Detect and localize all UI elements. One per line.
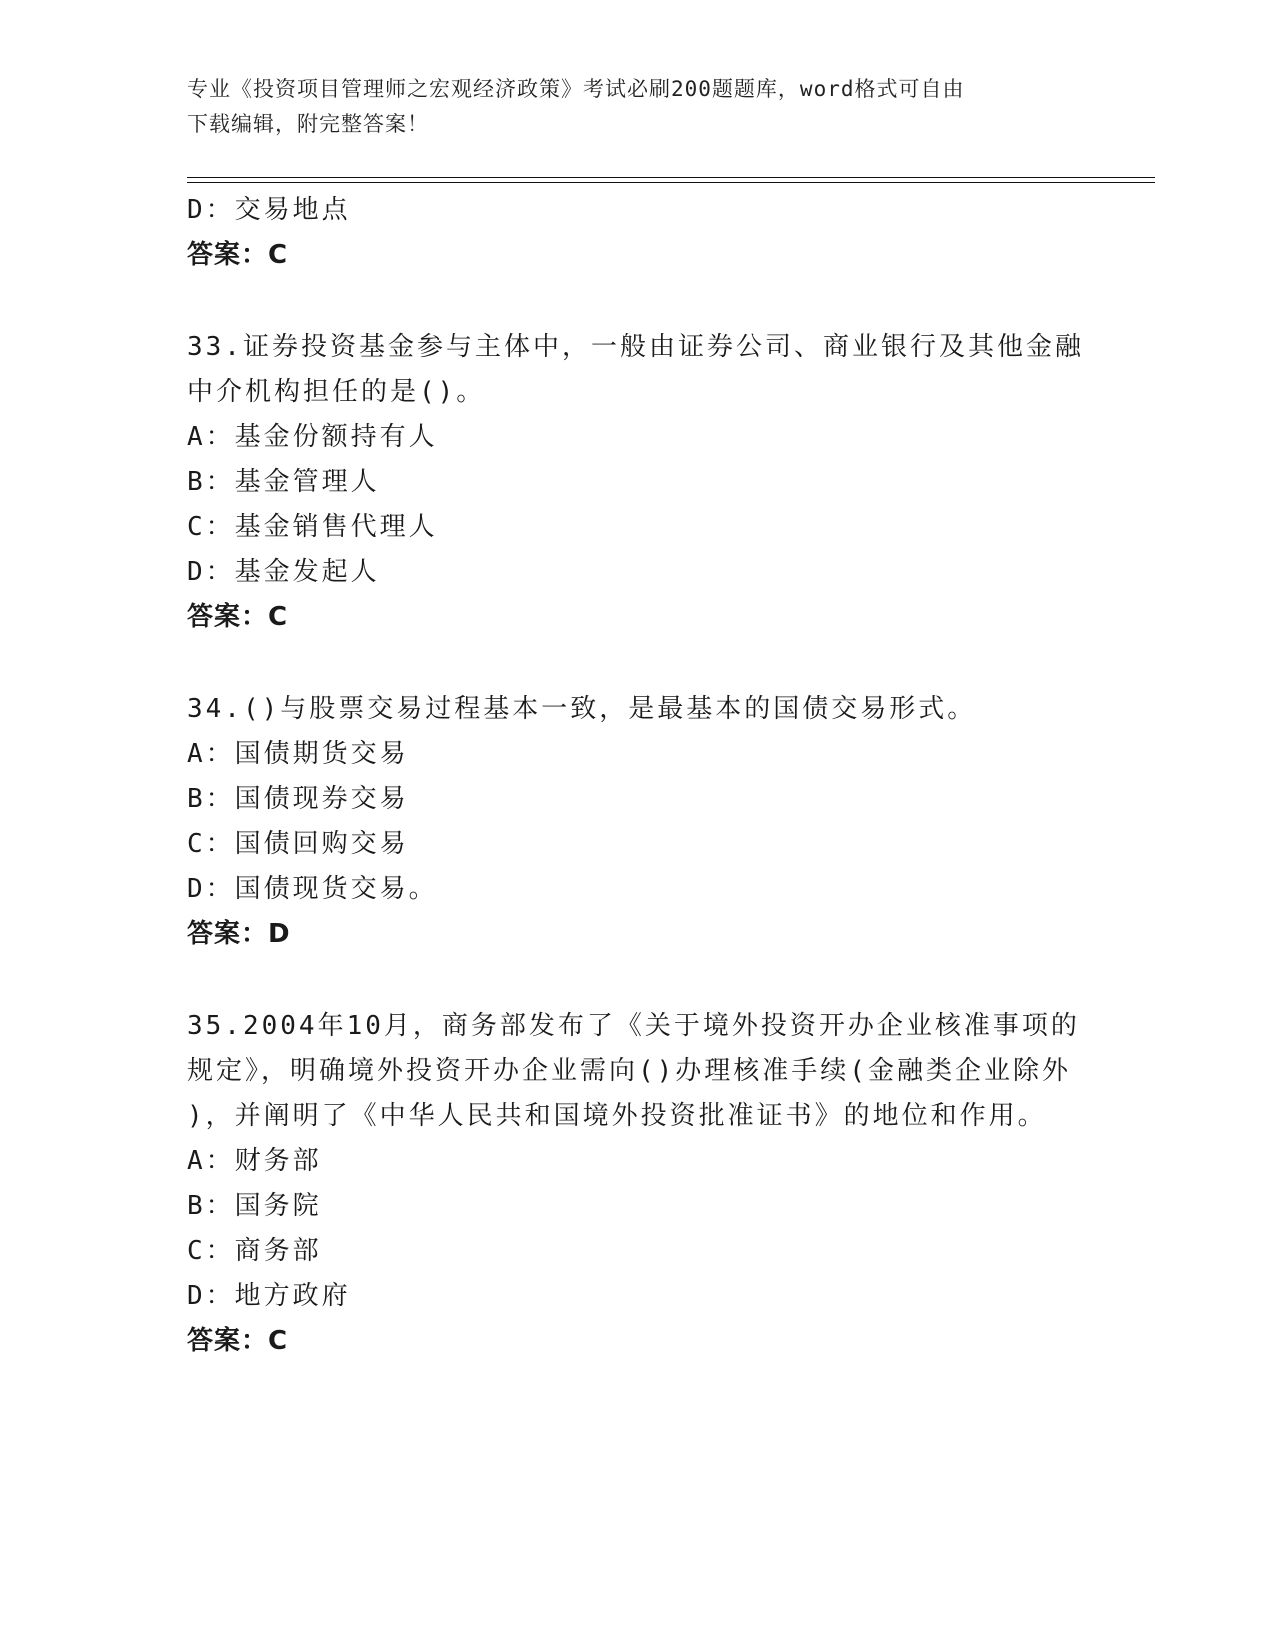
- option-b: B：国务院: [187, 1191, 322, 1221]
- question-stem-line: 34.()与股票交易过程基本一致，是最基本的国债交易形式。: [187, 694, 977, 724]
- header-line-1: 专业《投资项目管理师之宏观经济政策》考试必刷200题题库，word格式可自由: [187, 77, 965, 101]
- answer: 答案：C: [187, 1326, 289, 1356]
- prev-option-d: D：交易地点: [187, 195, 351, 225]
- answer: 答案：C: [187, 602, 289, 632]
- question-stem-line: )，并阐明了《中华人民共和国境外投资批准证书》的地位和作用。: [187, 1101, 1047, 1131]
- option-b: B：基金管理人: [187, 467, 380, 497]
- header-rule-bottom: [187, 182, 1155, 183]
- header-line-2: 下载编辑，附完整答案！: [187, 112, 429, 136]
- option-a: A：国债期货交易: [187, 739, 409, 769]
- option-a: A：基金份额持有人: [187, 422, 438, 452]
- option-c: C：国债回购交易: [187, 829, 409, 859]
- document-body: [187, 188, 1087, 1364]
- question-35: [187, 1004, 1087, 1364]
- question-stem-line: 33.证券投资基金参与主体中，一般由证券公司、商业银行及其他金融: [187, 332, 1084, 362]
- option-b: B：国债现券交易: [187, 784, 409, 814]
- question-stem-line: 中介机构担任的是()。: [187, 377, 486, 407]
- option-c: C：基金销售代理人: [187, 512, 438, 542]
- question-stem-line: 35.2004年10月，商务部发布了《关于境外投资开办企业核准事项的: [187, 1011, 1080, 1041]
- option-d: D：国债现货交易。: [187, 874, 438, 904]
- question-33: [187, 325, 1087, 640]
- prev-answer: 答案：C: [187, 240, 289, 270]
- question-stem-line: 规定》，明确境外投资开办企业需向()办理核准手续(金融类企业除外: [187, 1056, 1071, 1086]
- answer: 答案：D: [187, 919, 291, 949]
- option-d: D：地方政府: [187, 1281, 351, 1311]
- option-a: A：财务部: [187, 1146, 322, 1176]
- document-header: [187, 72, 1087, 142]
- option-c: C：商务部: [187, 1236, 322, 1266]
- question-34: [187, 687, 1087, 957]
- header-rule-top: [187, 177, 1155, 178]
- option-d: D：基金发起人: [187, 557, 380, 587]
